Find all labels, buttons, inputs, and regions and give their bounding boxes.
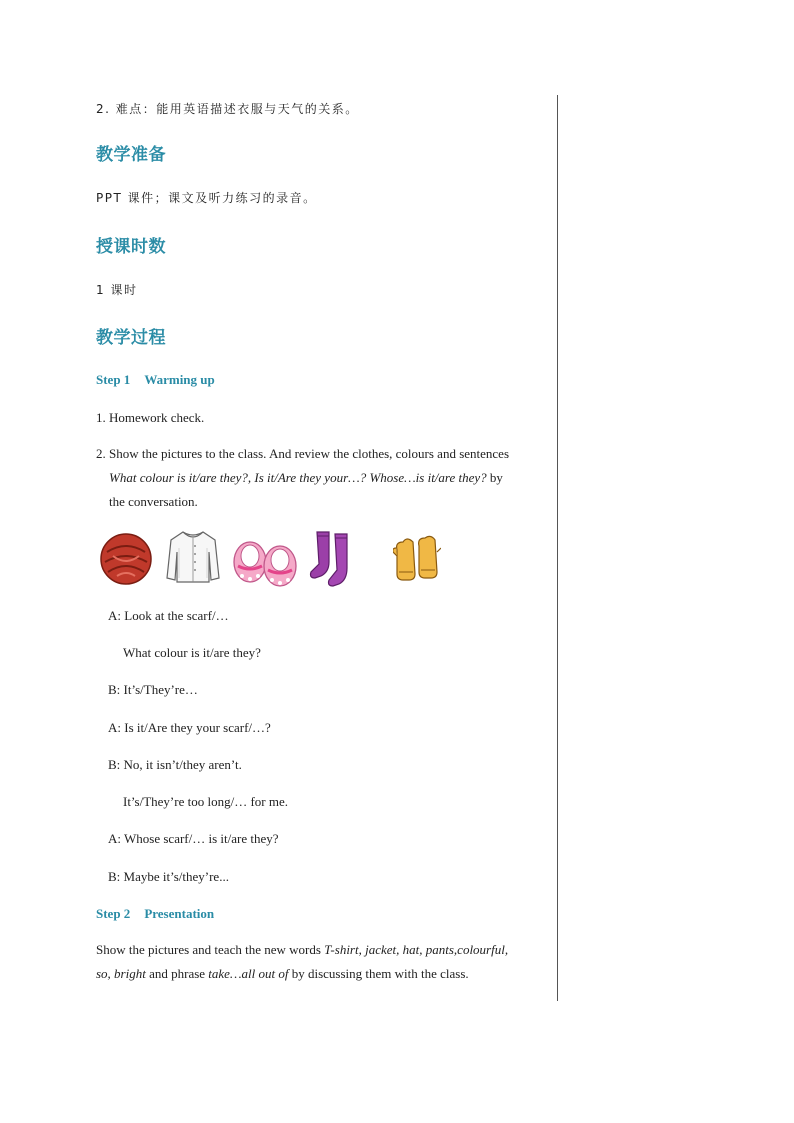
- dialogue-line-2: What colour is it/are they?: [123, 645, 261, 660]
- item-homework: 1. Homework check.: [96, 410, 205, 425]
- clothes-pictures: [97, 528, 457, 592]
- hours-heading: 授课时数: [96, 237, 166, 257]
- dialogue-line-8: B: Maybe it’s/they’re...: [108, 869, 229, 884]
- step1-title: Warming up: [144, 372, 215, 387]
- step1-heading: [96, 372, 215, 388]
- step1-label: Step 1: [96, 372, 131, 387]
- shoes-picture: [230, 538, 300, 590]
- step2-title: Presentation: [144, 906, 215, 921]
- presentation-words: T-shirt, jacket, hat, pants,colourful,: [324, 942, 509, 957]
- socks-picture: [309, 528, 357, 590]
- dialogue-line-7: A: Whose scarf/… is it/are they?: [108, 831, 279, 846]
- blouse-picture: [165, 528, 221, 586]
- presentation-text-1: Show the pictures and teach the new words: [96, 942, 325, 957]
- difficulty-line: 2. 难点：能用英语描述衣服与天气的关系。: [96, 102, 359, 116]
- dialogue-line-4: A: Is it/Are they your scarf/…?: [108, 720, 271, 735]
- presentation-phrase: take…all out of: [208, 966, 289, 981]
- step2-label: Step 2: [96, 906, 131, 921]
- dialogue-line-5: B: No, it isn’t/they aren’t.: [108, 757, 242, 772]
- hours-text: 1 课时: [96, 283, 138, 297]
- item-review-sentences: What colour is it/are they?, Is it/Are they your…? Whose…is it/are they?: [109, 470, 487, 485]
- gloves-picture: [393, 534, 441, 584]
- item-review-by: by: [486, 470, 503, 485]
- process-heading: 教学过程: [96, 328, 166, 348]
- right-margin-rule: [557, 95, 558, 1001]
- dialogue-line-6: It’s/They’re too long/… for me.: [123, 794, 288, 809]
- prep-text: PPT 课件；课文及听力练习的录音。: [96, 191, 317, 205]
- item-review: [96, 442, 552, 514]
- presentation-text-2: and phrase: [145, 966, 209, 981]
- presentation-words-2: so, bright: [96, 966, 146, 981]
- prep-heading: 教学准备: [96, 145, 166, 165]
- dialogue-line-3: B: It’s/They’re…: [108, 682, 198, 697]
- item-review-line1: 2. Show the pictures to the class. And review the clothes, colours and sentences: [96, 446, 510, 461]
- item-review-line3: the conversation.: [109, 494, 198, 509]
- presentation-paragraph: [96, 938, 552, 986]
- dialogue-line-1: A: Look at the scarf/…: [108, 608, 229, 623]
- presentation-text-3: by discussing them with the class.: [288, 966, 469, 981]
- step2-heading: [96, 906, 214, 922]
- scarf-picture: [99, 532, 153, 586]
